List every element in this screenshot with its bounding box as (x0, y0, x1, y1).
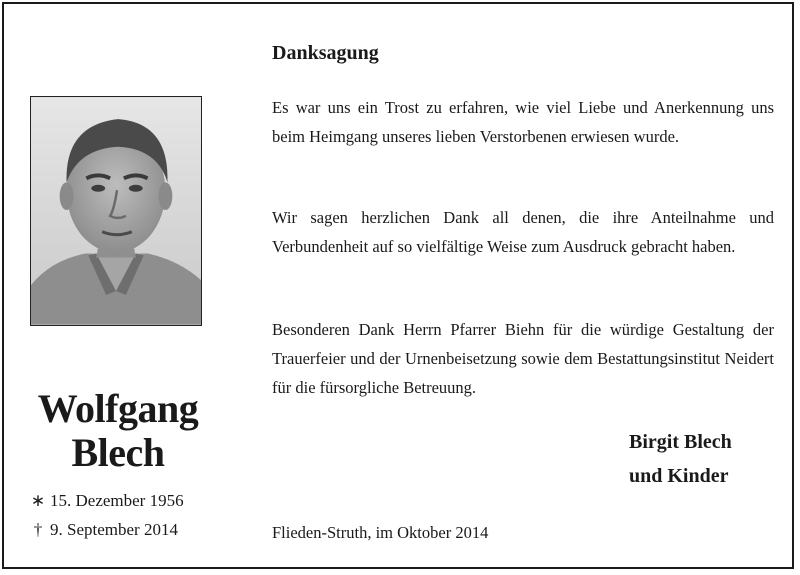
death-date-line (30, 519, 178, 541)
place-and-date: Flieden-Struth, im Oktober 2014 (272, 523, 489, 542)
death-date: 9. September 2014 (50, 520, 178, 539)
birth-star-icon: ∗ (30, 491, 46, 510)
portrait-photo (30, 96, 202, 326)
deceased-last-name: Blech (71, 430, 165, 475)
birth-date-line (30, 490, 184, 512)
notice-paragraph: Besonderen Dank Herrn Pfarrer Biehn für die würdige Gestaltung der Trauerfeier und der Urnenbeisetzung sowie dem Bestattungsinstitut Neidert für die fürsorgliche Betreuung. (272, 320, 774, 397)
signature-line: Birgit Blech (629, 431, 732, 453)
obituary-card (2, 2, 794, 569)
death-cross-icon: † (33, 520, 43, 539)
notice-paragraph: Es war uns ein Trost zu erfahren, wie viel Liebe und Anerkennung uns beim Heimgang unseres lieben Verstorbenen erwiesen wurde. (272, 98, 774, 146)
portrait-icon (31, 97, 201, 325)
signature-line: und Kinder (629, 465, 729, 487)
notice-paragraph: Wir sagen herzlichen Dank all denen, die ihre Anteilnahme und Verbundenheit auf so vielfältige Weise zum Ausdruck gebracht haben. (272, 208, 774, 256)
deceased-first-name: Wolfgang (37, 386, 199, 431)
notice-heading: Danksagung (272, 42, 379, 64)
birth-date: 15. Dezember 1956 (50, 491, 184, 510)
